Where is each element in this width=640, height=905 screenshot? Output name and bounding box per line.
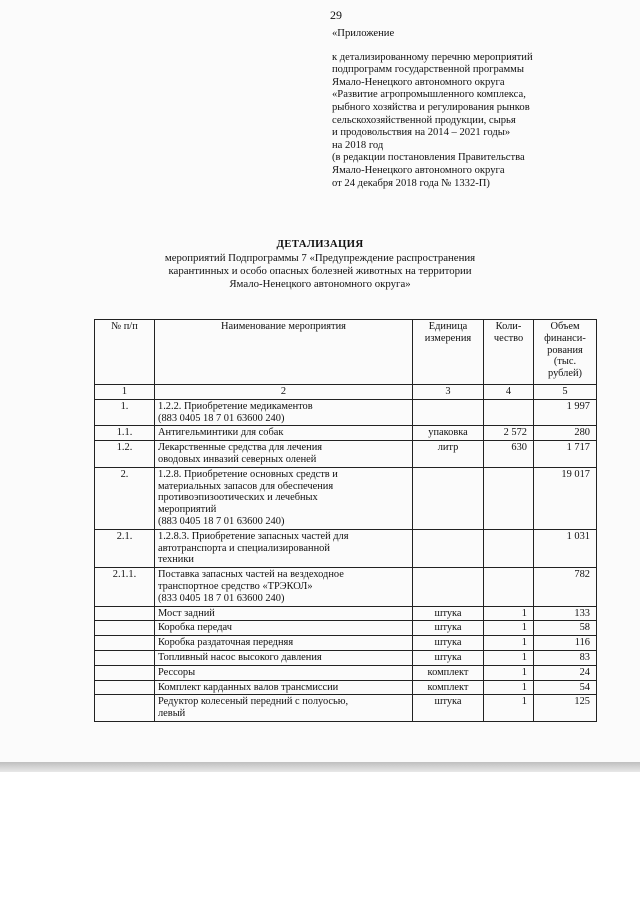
row-qty-cell: 1 [484,695,534,722]
row-qty-cell [484,568,534,606]
table-body [95,399,597,721]
row-unit-cell [413,467,484,529]
table-row [95,399,597,426]
table-row [95,529,597,567]
row-name-line: Лекарственные средства для лечения [158,442,323,454]
row-number-cell [95,606,155,621]
column-number: 4 [484,385,534,400]
appendix-line: к детализированному перечню мероприятий [332,51,533,63]
row-qty-cell: 1 [484,680,534,695]
document-subtitle-line: карантинных и особо опасных болезней животных на территории [168,265,472,277]
row-name-line: мероприятий [158,504,217,516]
row-qty-cell: 1 [484,650,534,665]
document-subtitle-line: мероприятий Подпрограммы 7 «Предупреждение распространения [164,252,476,264]
column-number-row [95,385,597,400]
row-amount-cell: 1 717 [534,441,597,468]
table-row [95,650,597,665]
table-row [95,695,597,722]
appendix-line: Ямало-Ненецкого автономного округа [332,164,505,176]
appendix-line: и продовольствия на 2014 – 2021 годы» [332,127,511,139]
row-amount-cell: 280 [534,426,597,441]
table-row [95,606,597,621]
document-title: ДЕТАЛИЗАЦИЯ [276,238,364,250]
appendix-line: (в редакции постановления Правительства [332,152,525,164]
row-qty-cell: 1 [484,636,534,651]
row-name-line: (883 0405 18 7 01 63600 240) [158,515,285,527]
row-unit-cell: штука [413,606,484,621]
row-name-cell [155,680,413,695]
row-name-line: оводовых инвазий северных оленей [158,453,317,465]
row-amount-cell: 133 [534,606,597,621]
column-number: 3 [413,385,484,400]
row-unit-cell: комплект [413,680,484,695]
row-amount-cell: 1 997 [534,399,597,426]
scan-edge [0,762,640,772]
appendix-heading: «Приложение [332,28,395,39]
appendix-note [332,28,632,190]
row-qty-cell: 1 [484,621,534,636]
row-name-line: Антигельминтики для собак [158,427,284,439]
row-amount-cell: 782 [534,568,597,606]
row-unit-cell: литр [413,441,484,468]
row-name-line: левый [158,708,186,720]
row-name-line: противоэпизоотических и лечебных [158,492,318,504]
appendix-line: сельскохозяйственной продукции, сырья [332,114,516,126]
row-name-line: Комплект карданных валов трансмиссии [158,681,339,693]
row-name-line: Поставка запасных частей на вездеходное [158,569,344,581]
row-unit-cell: комплект [413,665,484,680]
row-name-line: транспортное средство «ТРЭКОЛ» [158,580,313,592]
table-row [95,636,597,651]
row-unit-cell: штука [413,636,484,651]
row-name-line: 1.2.2. Приобретение медикаментов [158,400,313,412]
row-number-cell: 1. [95,399,155,426]
row-qty-cell [484,399,534,426]
row-number-cell: 1.2. [95,441,155,468]
appendix-line: рыбного хозяйства и регулирования рынков [332,101,530,113]
row-qty-cell: 1 [484,606,534,621]
table-row [95,680,597,695]
row-unit-cell [413,568,484,606]
row-number-cell [95,650,155,665]
table-row [95,665,597,680]
column-number: 1 [95,385,155,400]
row-name-cell [155,467,413,529]
row-unit-cell: штука [413,650,484,665]
row-qty-cell: 2 572 [484,426,534,441]
header-name: Наименование мероприятия [155,320,413,385]
row-name-line: 1.2.8. Приобретение основных средств и [158,468,338,480]
row-name-line: (883 0405 18 7 01 63600 240) [158,412,285,424]
column-number: 2 [155,385,413,400]
row-unit-cell: упаковка [413,426,484,441]
row-qty-cell [484,529,534,567]
row-name-line: Коробка передач [158,622,232,634]
table-row [95,467,597,529]
row-name-line: Топливный насос высокого давления [158,651,322,663]
row-name-line: Мост задний [158,607,215,619]
column-number: 5 [534,385,597,400]
table-row [95,568,597,606]
appendix-line: Ямало-Ненецкого автономного округа [332,76,505,88]
row-number-cell: 2.1.1. [95,568,155,606]
row-qty-cell: 630 [484,441,534,468]
header-num: № п/п [95,320,155,385]
row-name-cell [155,650,413,665]
row-number-cell [95,680,155,695]
row-amount-cell: 116 [534,636,597,651]
row-number-cell: 2. [95,467,155,529]
row-unit-cell [413,529,484,567]
appendix-line: от 24 декабря 2018 года № 1332-П) [332,177,490,189]
row-amount-cell: 24 [534,665,597,680]
row-name-line: материальных запасов для обеспечения [158,480,334,492]
appendix-line: на 2018 год [332,139,384,151]
page-number: 29 [330,8,342,22]
row-qty-cell: 1 [484,665,534,680]
row-number-cell [95,665,155,680]
row-number-cell [95,636,155,651]
row-name-cell [155,621,413,636]
row-amount-cell: 58 [534,621,597,636]
row-name-line: автотранспорта и специализированной [158,542,330,554]
row-name-line: 1.2.8.3. Приобретение запасных частей для [158,530,349,542]
row-qty-cell [484,467,534,529]
row-name-line: техники [158,554,194,566]
row-amount-cell: 83 [534,650,597,665]
row-name-cell [155,568,413,606]
appendix-line: «Развитие агропромышленного комплекса, [332,89,526,101]
document-title-block [120,238,520,291]
row-name-cell [155,606,413,621]
row-name-line: Рессоры [158,666,196,678]
row-amount-cell: 1 031 [534,529,597,567]
row-number-cell [95,695,155,722]
row-unit-cell: штука [413,695,484,722]
row-name-cell [155,399,413,426]
row-name-line: Редуктор колесеный передний с полуосью, [158,696,349,708]
row-amount-cell: 125 [534,695,597,722]
header-amount: Объем финанси-рования (тыс. рублей) [534,320,597,385]
table-row [95,426,597,441]
appendix-line: подпрограмм государственной программы [332,64,524,76]
row-name-line: Коробка раздаточная передняя [158,637,294,649]
row-name-cell [155,529,413,567]
header-unit: Единица измерения [413,320,484,385]
document-subtitle-line: Ямало-Ненецкого автономного округа» [229,278,411,290]
row-name-cell [155,665,413,680]
table-row [95,621,597,636]
table-row [95,441,597,468]
header-qty: Коли-чество [484,320,534,385]
row-name-cell [155,636,413,651]
detail-table [94,319,597,722]
row-number-cell: 1.1. [95,426,155,441]
row-name-cell [155,441,413,468]
row-name-line: (833 0405 18 7 01 63600 240) [158,592,285,604]
row-name-cell [155,695,413,722]
row-unit-cell [413,399,484,426]
table-header-row [95,320,597,385]
row-name-cell [155,426,413,441]
row-amount-cell: 54 [534,680,597,695]
row-number-cell: 2.1. [95,529,155,567]
row-amount-cell: 19 017 [534,467,597,529]
row-unit-cell: штука [413,621,484,636]
row-number-cell [95,621,155,636]
